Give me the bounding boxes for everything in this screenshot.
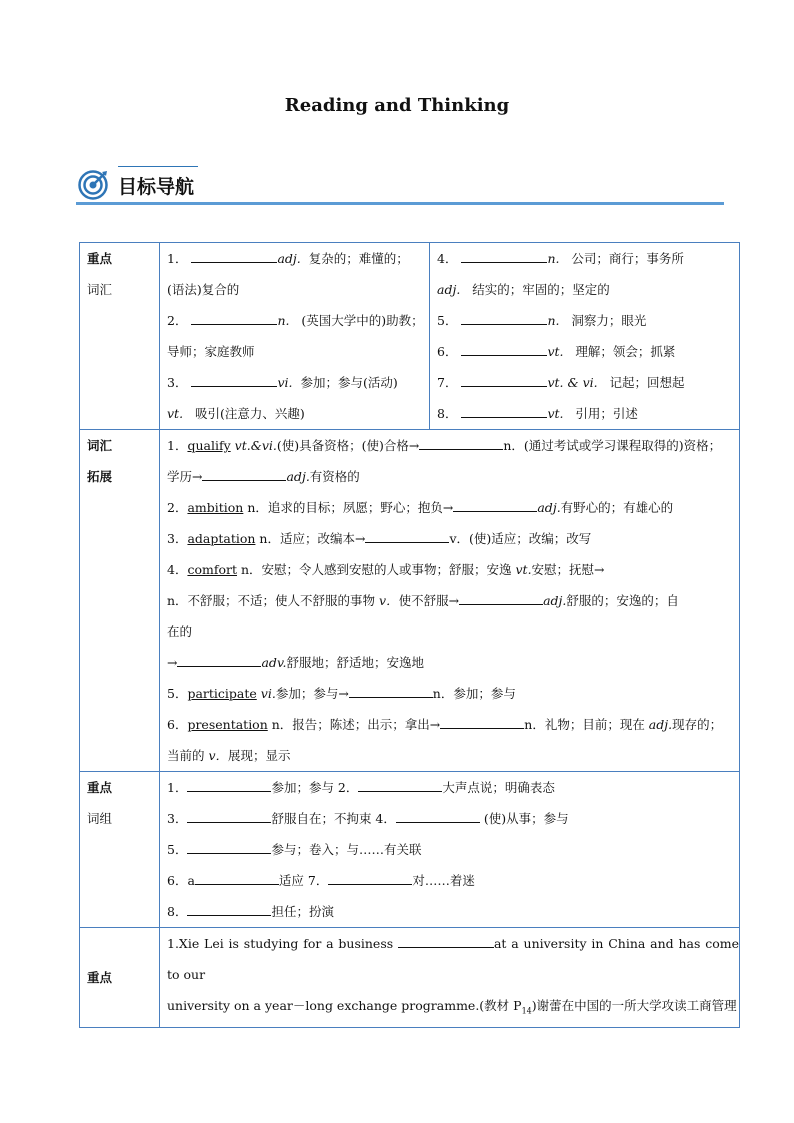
phrase-line: 3． 舒服自在；不拘束 4． (使)从事；参与 xyxy=(167,803,739,834)
section-header xyxy=(76,164,724,208)
header-top-line xyxy=(118,166,198,167)
answer-blank[interactable] xyxy=(461,403,547,418)
expand-item: 4．comfort n．安慰；令人感到安慰的人或事物；舒服；安逸 vt.安慰；抚慰→ xyxy=(167,562,605,577)
answer-blank[interactable] xyxy=(419,435,503,450)
answer-blank[interactable] xyxy=(365,528,449,543)
section-label: 目标导航 xyxy=(118,176,195,198)
word-item: 1． adj. 复杂的；难懂的； xyxy=(167,243,429,274)
key-words-category: 重点 词汇 xyxy=(80,243,160,430)
word-item: 7． vt. & vi. 记起；回想起 xyxy=(437,367,739,398)
answer-blank[interactable] xyxy=(349,683,433,698)
answer-blank[interactable] xyxy=(461,372,547,387)
answer-blank[interactable] xyxy=(461,341,547,356)
word-item: 3． vi. 参加；参与(活动) xyxy=(167,367,429,398)
key-words-row xyxy=(80,243,740,430)
word-item: 2． n. (英国大学中的)助教； xyxy=(167,305,429,336)
answer-blank[interactable] xyxy=(191,248,277,263)
sentences-row xyxy=(80,928,740,1028)
phrase-line: 8． 担任；扮演 xyxy=(167,896,739,927)
answer-blank[interactable] xyxy=(187,839,271,854)
expand-item: 5．participate vi.参加；参与→ n．参加；参与 xyxy=(167,678,739,709)
answer-blank[interactable] xyxy=(191,372,277,387)
answer-blank[interactable] xyxy=(187,777,271,792)
phrases-category: 重点 词组 xyxy=(80,772,160,928)
phrase-line: 5． 参与；卷入；与……有关联 xyxy=(167,834,739,865)
answer-blank[interactable] xyxy=(187,901,271,916)
expand-category: 词汇 拓展 xyxy=(80,430,160,772)
answer-blank[interactable] xyxy=(177,652,261,667)
answer-blank[interactable] xyxy=(191,310,277,325)
word-item: 6． vt. 理解；领会；抓紧 xyxy=(437,336,739,367)
phrases-content xyxy=(160,772,740,928)
study-table xyxy=(79,242,740,1028)
word-item: 5． n. 洞察力；眼光 xyxy=(437,305,739,336)
expand-item: 1．qualify vt.&vi.(使)具备资格；(使)合格→ n．(通过考试或学习课程取得的)资格； xyxy=(167,430,739,461)
answer-blank[interactable] xyxy=(459,590,543,605)
answer-blank[interactable] xyxy=(396,808,480,823)
answer-blank[interactable] xyxy=(453,497,537,512)
target-icon xyxy=(78,170,108,200)
answer-blank[interactable] xyxy=(440,714,524,729)
answer-blank[interactable] xyxy=(187,808,271,823)
section-rule xyxy=(76,202,724,205)
expand-row xyxy=(80,430,740,772)
page-title: Reading and Thinking xyxy=(284,95,510,116)
expand-item: 6．presentation n．报告；陈述；出示；拿出→ n．礼物；目前；现在 adj.现存的； xyxy=(167,709,739,740)
word-item: 8． vt. 引用；引述 xyxy=(437,398,739,429)
answer-blank[interactable] xyxy=(358,777,442,792)
answer-blank[interactable] xyxy=(398,933,494,948)
answer-blank[interactable] xyxy=(461,248,547,263)
answer-blank[interactable] xyxy=(328,870,412,885)
answer-blank[interactable] xyxy=(202,466,286,481)
phrase-line: 1． 参加；参与 2． 大声点说；明确表态 xyxy=(167,772,739,803)
sentences-content: 1.Xie Lei is studying for a business at a university in China and has come to our university on a year－long exchange programme.(教材 $P_{14}$)谢蕾在中国的一所大学攻读工商管理 xyxy=(160,928,740,1028)
sentence-line: 1.Xie Lei is studying for a business at a university in China and has come to our xyxy=(167,928,739,990)
answer-blank[interactable] xyxy=(461,310,547,325)
phrase-line: 6．a 适应 7． 对……着迷 xyxy=(167,865,739,896)
expand-content: 1．qualify vt.&vi.(使)具备资格；(使)合格→ n．(通过考试或学习课程取得的)资格； 学历→ adj.有资格的 2．ambition n．追求的目标；夙愿；野心；抱负→ adj.有野心的；有雄心的 3．adaptation n．适应；改编本→ v．(使)适应；改编；改写 4．comfort n．安慰；令人感到安慰的人或事物；舒服；安逸 vt.安慰；抚慰→ n．不舒服；不适；使人不舒服的事物 v．使不舒服→ adj.舒服的；安逸的；自 在的 → adv.舒服地；舒适地；安逸地 5．participate vi.参加；参与→ n．参加；参与 6．presentation n．报告；陈述；出示；拿出→ n．礼物；目前；现在 adj.现存的； 当前的 v．展现；显示 xyxy=(160,430,740,772)
key-words-right: 4． n. 公司；商行；事务所 adj. 结实的；牢固的；坚定的 5． n. 洞察力；眼光 6． vt. 理解；领会；抓紧 7． vt. & vi. 记起；回想起 8． vt. 引用；引述 xyxy=(430,243,740,430)
expand-item: 3．adaptation n．适应；改编本→ v．(使)适应；改编；改写 xyxy=(167,523,739,554)
phrases-row xyxy=(80,772,740,928)
word-item: 4． n. 公司；商行；事务所 xyxy=(437,243,739,274)
answer-blank[interactable] xyxy=(195,870,279,885)
expand-item: 2．ambition n．追求的目标；夙愿；野心；抱负→ adj.有野心的；有雄心的 xyxy=(167,492,739,523)
key-words-left: 1． adj. 复杂的；难懂的； (语法)复合的 2． n. (英国大学中的)助教； 导师；家庭教师 3． vi. 参加；参与(活动) vt. 吸引(注意力、兴趣) xyxy=(160,243,430,430)
sentences-category: 重点 xyxy=(80,928,160,1028)
